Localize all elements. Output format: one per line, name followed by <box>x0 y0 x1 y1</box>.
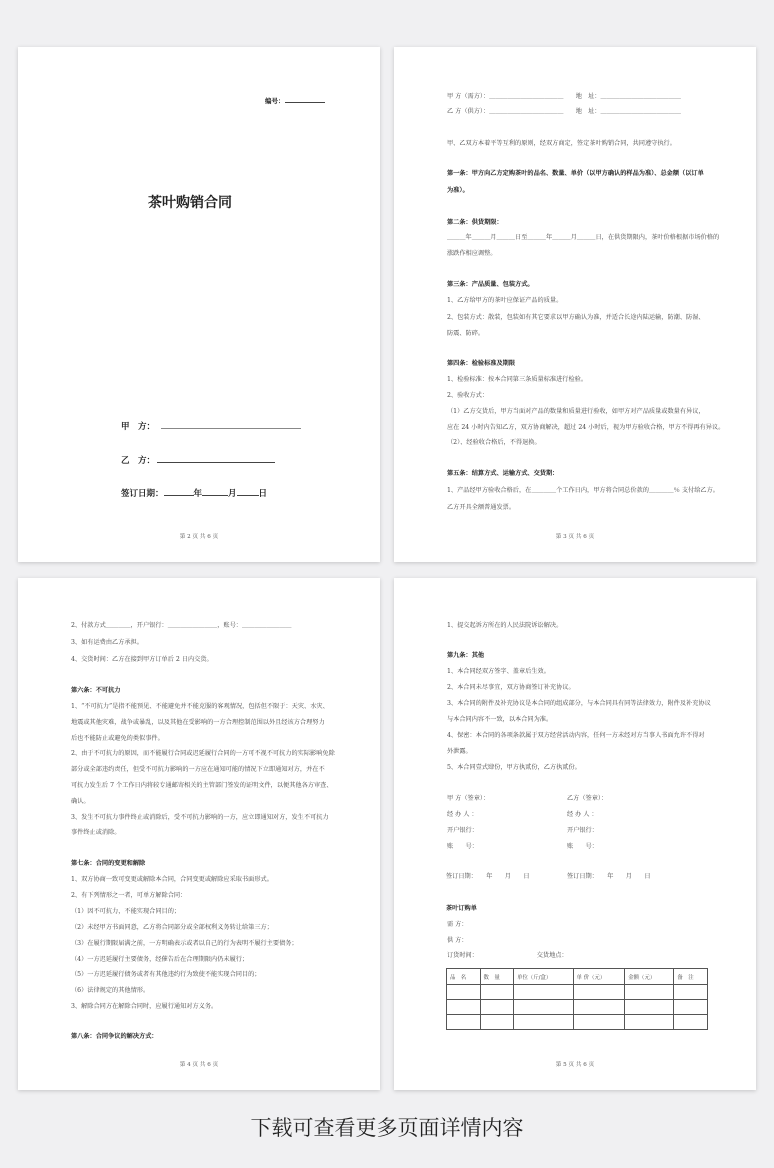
sign-date-label: 签订日期： <box>121 489 164 499</box>
clause-text: 1、提交起诉方所在的人民法院诉讼解决。 <box>447 622 563 629</box>
clause-text: 3、发生不可抗力事件终止或消除后，受不可抗力影响的一方，应立即通知对方，发生不可抗力 <box>71 814 329 821</box>
clause-text: 2、本合同未尽事宜，双方协商签订补充协议。 <box>447 684 575 691</box>
clause-text: 乙 方（供方）：＿＿＿＿＿＿＿＿＿＿＿＿ 地 址：＿＿＿＿＿＿＿＿＿＿＿＿＿ <box>447 108 681 115</box>
sign-date-left: 签订日期： 年 月 日 <box>446 873 530 880</box>
page-footer: 第 5 页 共 6 页 <box>555 1062 595 1068</box>
table-row <box>447 985 708 1000</box>
clause-text: 5、本合同壹式肆份，甲方执贰份，乙方执贰份。 <box>447 764 581 771</box>
party-b-line <box>121 454 275 466</box>
download-caption: 下载可查看更多页面详情内容 <box>250 1116 524 1140</box>
contract-title: 茶叶购销合同 <box>148 195 232 211</box>
order-table <box>446 968 708 1030</box>
clause-heading: 第四条：检验标准及期限 <box>447 360 516 367</box>
clause-text: 3、如有运费由乙方承担。 <box>71 639 143 646</box>
party-b-label: 乙 方： <box>121 456 156 466</box>
page-4 <box>18 578 380 1090</box>
clause-text: 2、付款方式＿＿＿＿，开户银行：＿＿＿＿＿＿＿＿，账号：＿＿＿＿＿＿＿＿ <box>71 622 292 629</box>
clause-text: 地震或其他灾难，战争或暴乱，以及其他在受影响的一方合理控制范围以外且经该方合理努力 <box>71 719 325 726</box>
clause-text: 4、交货时间：乙方在接到甲方订单后 2 日内交货。 <box>71 656 213 663</box>
clause-text: （1）因不可抗力，不能实现合同目的； <box>71 908 181 915</box>
clause-text: 甲 方（需方）：＿＿＿＿＿＿＿＿＿＿＿＿ 地 址：＿＿＿＿＿＿＿＿＿＿＿＿＿ <box>447 93 681 100</box>
clause-heading: 第七条：合同的变更和解除 <box>71 860 146 867</box>
clause-text: 防震、防碎。 <box>447 330 485 337</box>
order-field: 订货时间： 交货地点： <box>447 952 568 959</box>
clause-text: 1、乙方给甲方的茶叶应保证产品的质量。 <box>447 297 563 304</box>
clause-text: 涨跌作相应调整。 <box>447 250 497 257</box>
clause-heading: 第五条：结算方式、运输方式、交货期： <box>447 470 559 477</box>
clause-text: 甲、乙双方本着平等互利的原则，经双方商定，签定茶叶购销合同，共同遵守执行。 <box>447 140 676 147</box>
clause-heading: 第八条：合同争议的解决方式： <box>71 1033 158 1040</box>
clause-text: 应在 24 小时内告知乙方，双方协商解决，超过 24 小时后，视为甲方验收合格，甲方不得再有异议。 <box>447 424 725 431</box>
table-header-cell: 单位（斤/盒） <box>514 969 574 985</box>
clause-text: 后也不能防止或避免的类似事件。 <box>71 735 164 742</box>
page-3 <box>394 47 756 562</box>
clause-text: （6）法律规定的其他情形。 <box>71 987 150 994</box>
clause-heading: 第九条：其他 <box>447 652 485 659</box>
clause-text: 部分或全部违约责任，但受不可抗力影响的一方应在通知可能的情况下立即通知对方，并在不 <box>71 766 325 773</box>
order-field: 需 方： <box>447 921 468 928</box>
clause-text: 2、有下列情形之一者，可单方解除合同： <box>71 892 187 899</box>
signature-field: 甲 方（签章）： <box>447 795 490 802</box>
signature-field: 经 办 人 ： <box>567 811 598 818</box>
sign-date-line <box>121 487 267 499</box>
clause-text: （4）一方迟延履行主要债务，经催告后在合理期限内仍未履行； <box>71 956 249 963</box>
clause-text: 4、保密：本合同的各项条款属于双方经营活动内容，任何一方未经对方当事人书面允许不得对 <box>447 732 705 739</box>
page-footer: 第 4 页 共 6 页 <box>179 1062 219 1068</box>
table-header-cell: 品 名 <box>447 969 481 985</box>
clause-heading: 第三条：产品质量、包装方式。 <box>447 281 534 288</box>
clause-text: 乙方开具全额普通发票。 <box>447 504 516 511</box>
signature-field: 账 号： <box>447 843 478 850</box>
order-table-header <box>447 969 708 985</box>
clause-text: 3、解除合同方在解除合同时，应履行通知对方义务。 <box>71 1003 218 1010</box>
year-label: 年 <box>193 489 203 499</box>
clause-text: （2）未经甲方书面同意，乙方将合同部分或全部权利义务转让给第三方； <box>71 924 273 931</box>
page-2-cover <box>18 47 380 562</box>
clause-text: 1、“不可抗力”是指不能预见、不能避免并不能克服的客观情况，包括但不限于：天灾、水灾、 <box>71 703 329 710</box>
number-label: 编号： <box>265 97 285 105</box>
clause-text: 1、产品经甲方验收合格后，在＿＿＿＿个工作日内，甲方将合同总价款的＿＿＿＿％ 支付给乙方。 <box>447 487 719 494</box>
clause-heading: 第二条：供货期限： <box>447 219 503 226</box>
clause-text: 外泄露。 <box>447 748 472 755</box>
page-footer: 第 3 页 共 6 页 <box>555 534 595 540</box>
clause-text: 1、检验标准：按本合同第三条质量标准进行检验。 <box>447 376 588 383</box>
clause-text: 1、本合同经双方签字、盖章后生效。 <box>447 668 550 675</box>
table-header-cell: 数 量 <box>480 969 514 985</box>
day-label: 日 <box>258 489 268 499</box>
clause-text: 事件终止或消除。 <box>71 829 121 836</box>
signature-field: 乙方（签章）： <box>567 795 608 802</box>
table-row <box>447 1015 708 1030</box>
clause-text: 2、包装方式：散装，包装如有其它要求以甲方确认为准，并适合长途内陆运输，防潮、防湿、 <box>447 314 705 321</box>
clause-text: （3）在履行期限届满之前，一方明确表示或者以自己的行为表明不履行主要债务； <box>71 940 298 947</box>
order-form-title: 茶叶订购单 <box>446 905 477 912</box>
page-5 <box>394 578 756 1090</box>
sign-date-right: 签订日期： 年 月 日 <box>567 873 651 880</box>
clause-text: 确认。 <box>71 798 90 805</box>
clause-text: 可抗力发生后 7 个工作日内将较专通邮寄相关的主管部门签发的证明文件，以便其他各方审查、 <box>71 782 333 789</box>
number-field <box>265 94 325 105</box>
clause-text: 2、由于不可抗力的原因，而不能履行合同或迟延履行合同的一方可不视不可抗力的实际影响免除 <box>71 750 335 757</box>
clause-text: （1）乙方交货后，甲方当面对产品的数量和质量进行验收，如甲方对产品质量或数量有异议， <box>447 408 705 415</box>
table-header-cell: 金额（元） <box>625 969 674 985</box>
clause-heading: 第一条：甲方向乙方定购茶叶的品名、数量、单价（以甲方确认的样品为准）、总金额（以订单 <box>447 170 704 177</box>
clause-text: 2、验收方式： <box>447 392 489 399</box>
clause-text: 3、本合同的附件及补充协议是本合同的组成部分，与本合同具有同等法律效力，附件及补充协议 <box>447 700 711 707</box>
table-header-cell: 单 价（元） <box>573 969 625 985</box>
party-a-label: 甲 方： <box>121 422 156 432</box>
clause-heading: 为准）。 <box>447 187 469 194</box>
party-a-line <box>121 420 301 432</box>
month-label: 月 <box>228 489 237 499</box>
signature-field: 账 号： <box>567 843 598 850</box>
clause-text: （2）、经验收合格后，不得退换。 <box>447 439 541 446</box>
order-field: 供 方： <box>447 937 468 944</box>
clause-heading: 第六条：不可抗力 <box>71 687 121 694</box>
table-header-cell: 备 注 <box>674 969 708 985</box>
signature-field: 开户银行： <box>567 827 598 834</box>
clause-text: 1、双方协商一致可变更或解除本合同，合同变更或解除应采取书面形式。 <box>71 876 273 883</box>
clause-text: （5）一方迟延履行债务或者有其他违约行为致使不能实现合同目的； <box>71 971 261 978</box>
signature-field: 经 办 人 ： <box>447 811 478 818</box>
clause-text: 与本合同内容不一致，以本合同为准。 <box>447 716 553 723</box>
clause-text: ＿＿＿年＿＿＿月＿＿＿日至＿＿＿年＿＿＿月＿＿＿日，在供货期限内，茶叶价格根据市场价格的 <box>447 234 720 241</box>
signature-field: 开户银行： <box>447 827 478 834</box>
table-row <box>447 1000 708 1015</box>
page-footer: 第 2 页 共 6 页 <box>179 534 219 540</box>
